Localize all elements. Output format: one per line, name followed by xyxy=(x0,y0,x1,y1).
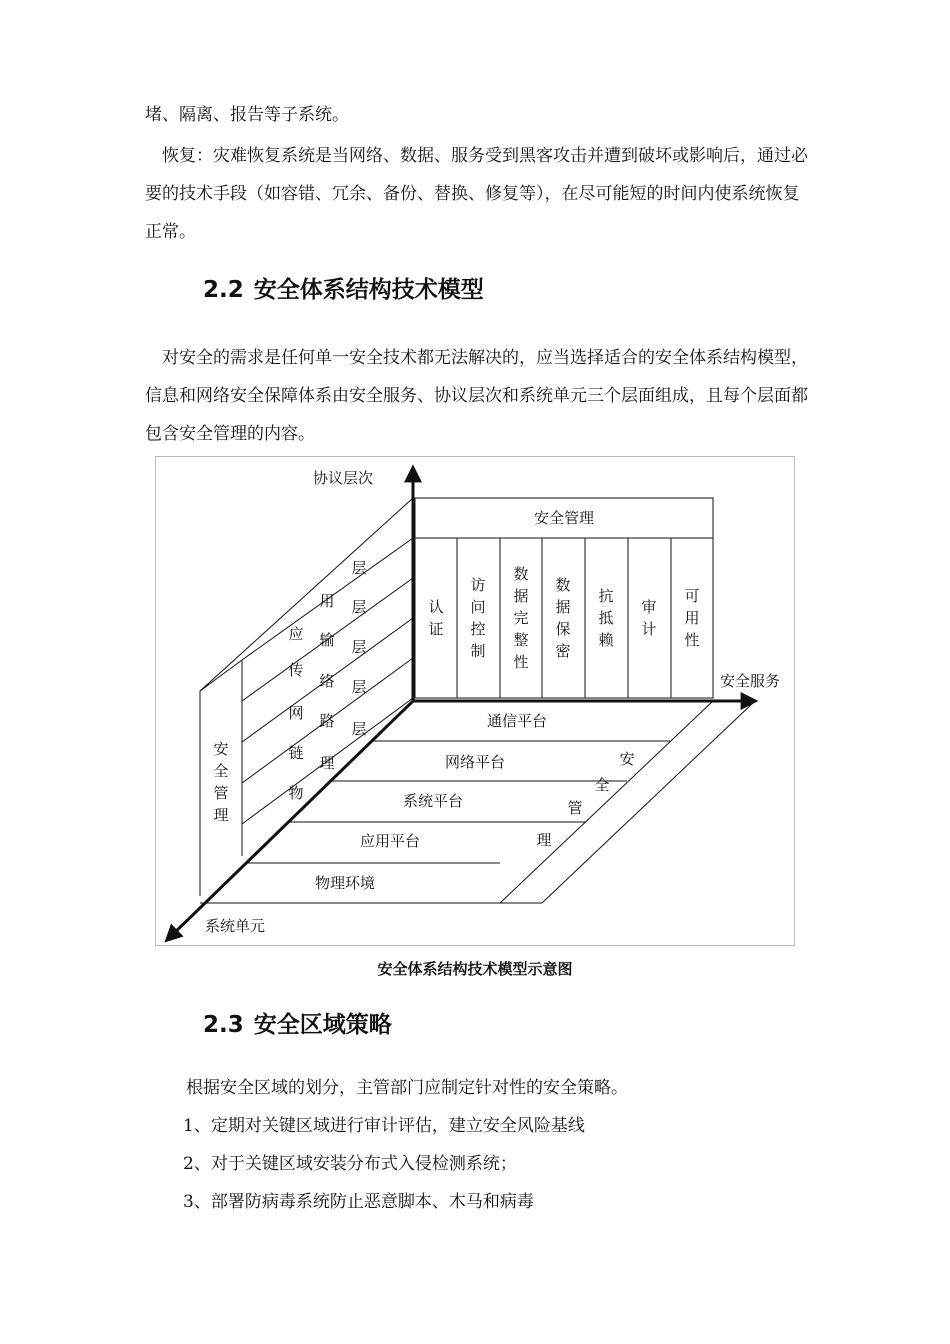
service-column-7: 可用性 xyxy=(684,587,700,649)
service-column-6: 审计 xyxy=(641,598,657,638)
layer-char: 络 xyxy=(319,672,335,690)
section-number: 2.2 xyxy=(203,277,244,303)
floor-platforms xyxy=(315,712,547,892)
floor-mgmt-char: 理 xyxy=(536,831,552,849)
section-number: 2.3 xyxy=(203,1012,244,1038)
axis-label-system: 系统单元 xyxy=(205,917,266,935)
section-2-3-heading xyxy=(203,1010,392,1040)
intro-line: 堵、隔离、报告等子系统。 xyxy=(145,105,349,125)
platform-label: 物理环境 xyxy=(314,874,376,892)
axis-label-service: 安全服务 xyxy=(720,672,781,690)
platform-label: 应用平台 xyxy=(359,832,421,850)
layer-char: 用 xyxy=(319,592,335,610)
layer-char: 网 xyxy=(288,704,304,722)
platform-label: 系统平台 xyxy=(402,792,464,810)
policy-item: 3、部署防病毒系统防止恶意脚本、木马和病毒 xyxy=(183,1192,534,1212)
left-mgmt-label xyxy=(213,740,228,824)
service-column-4: 数据保密 xyxy=(555,576,571,660)
layer-char: 层 xyxy=(351,720,367,738)
layer-char: 输 xyxy=(319,631,335,649)
figure-caption: 安全体系结构技术模型示意图 xyxy=(377,960,573,978)
floor-mgmt-char: 管 xyxy=(567,799,583,817)
service-column-2: 访问控制 xyxy=(470,576,486,660)
layer-char: 链 xyxy=(288,744,304,762)
protocol-layers xyxy=(288,559,366,802)
layer-char: 层 xyxy=(351,678,367,696)
system-axis xyxy=(167,701,413,940)
recovery-paragraph: 恢复：灾难恢复系统是当网络、数据、服务受到黑客攻击并遭到破坏或影响后，通过必要的技术手段（如容错、冗余、备份、替换、修复等），在尽可能短的时间内使系统恢复正常。 xyxy=(145,146,808,242)
layer-char: 应 xyxy=(288,625,304,643)
layer-char: 层 xyxy=(351,559,367,577)
service-column-1: 认证 xyxy=(428,598,444,638)
platform-label: 通信平台 xyxy=(486,712,548,730)
section-2-2-heading xyxy=(203,275,484,305)
layer-char: 层 xyxy=(351,638,367,656)
service-grid xyxy=(415,538,713,698)
security-model-diagram xyxy=(155,456,795,946)
service-column-5: 抗抵赖 xyxy=(598,587,614,649)
layer-char: 物 xyxy=(288,784,304,802)
axis-label-protocol: 协议层次 xyxy=(313,469,374,487)
floor-mgmt-char: 全 xyxy=(594,776,610,794)
service-column-3: 数据完整性 xyxy=(513,565,529,671)
layer-char: 层 xyxy=(351,598,367,616)
floor-mgmt-label xyxy=(536,750,634,849)
model-paragraph: 对安全的需求是任何单一安全技术都无法解决的，应当选择适合的安全体系结构模型，信息和网络安全保障体系由安全服务、协议层次和系统单元三个层面组成，且每个层面都包含安全管理的内容。 xyxy=(145,348,808,444)
section-title: 安全区域策略 xyxy=(253,1012,392,1038)
floor-mgmt-char: 安 xyxy=(619,750,635,768)
policy-item: 2、对于关键区域安装分布式入侵检测系统； xyxy=(183,1154,517,1174)
layer-char: 路 xyxy=(319,712,335,730)
top-mgmt-label: 安全管理 xyxy=(533,509,595,527)
left-mgmt-text: 安全管理 xyxy=(213,740,229,824)
layer-char: 传 xyxy=(288,661,304,679)
policy-intro: 根据安全区域的划分，主管部门应制定针对性的安全策略。 xyxy=(186,1078,628,1098)
layer-char: 理 xyxy=(319,754,335,772)
policy-item: 1、定期对关键区域进行审计评估，建立安全风险基线 xyxy=(183,1116,585,1136)
floor-lines xyxy=(200,701,755,903)
section-title: 安全体系结构技术模型 xyxy=(253,277,484,303)
platform-label: 网络平台 xyxy=(444,753,506,771)
